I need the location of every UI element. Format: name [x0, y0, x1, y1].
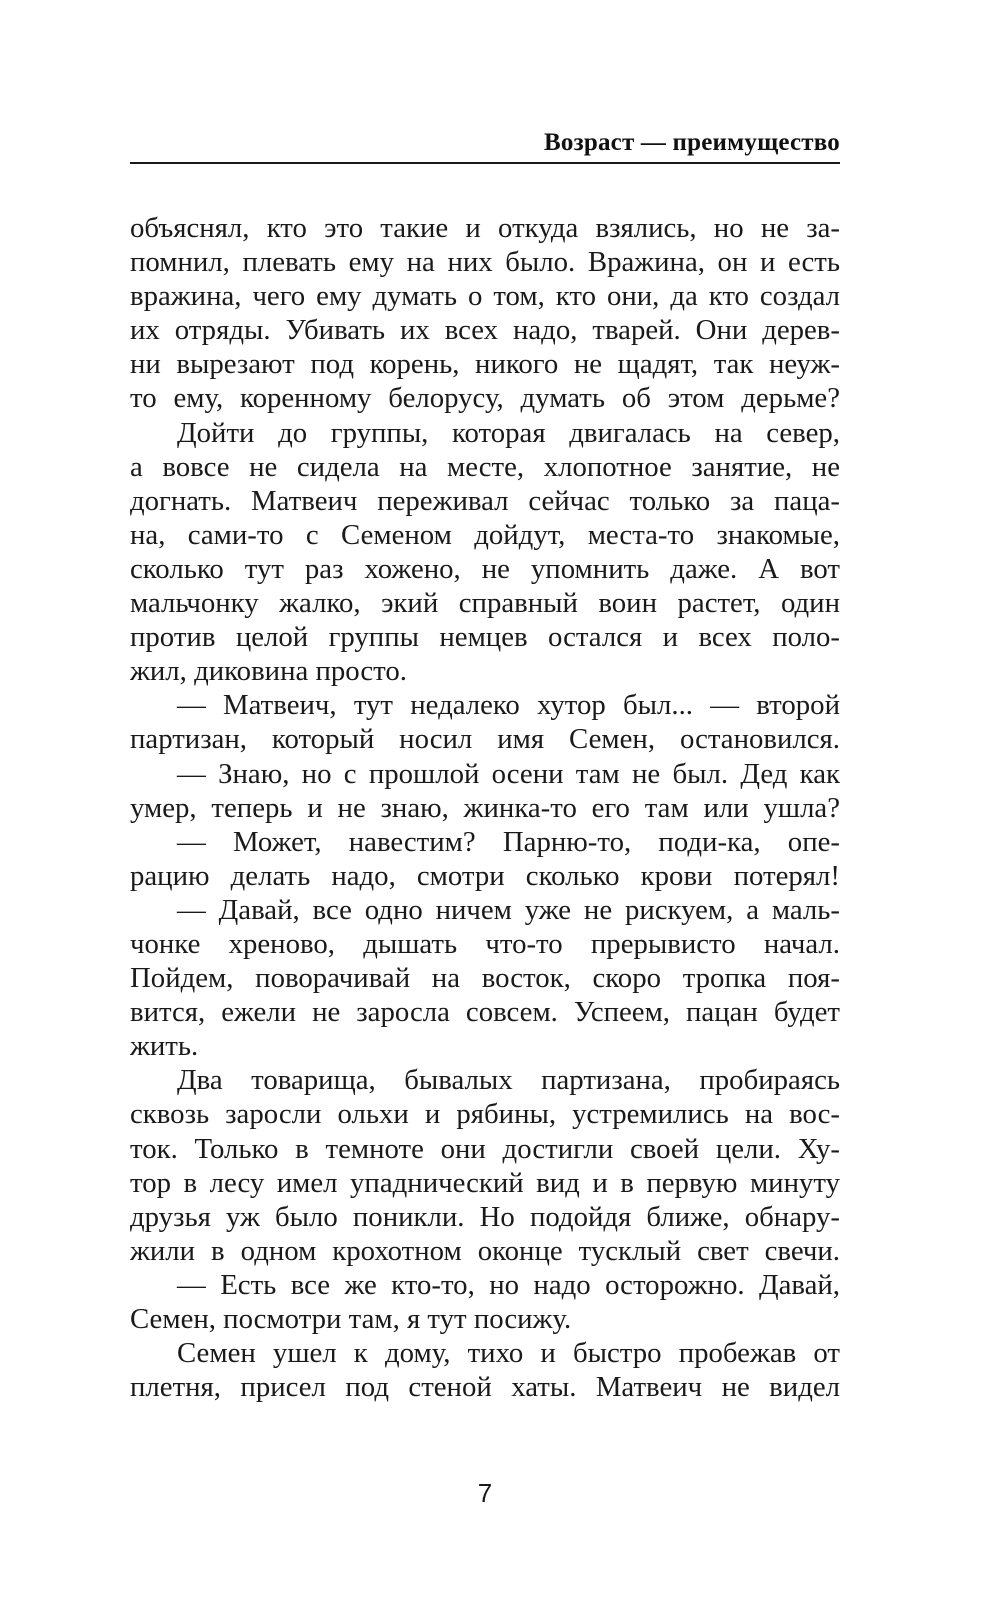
text-line: помнил, плевать ему на них было. Вражина, он и есть — [130, 246, 840, 279]
text-line: — Матвеич, тут недалеко хутор был... — второй — [177, 689, 840, 722]
text-line: Пойдем, поворачивай на восток, скоро тропка поя- — [130, 962, 840, 995]
text-line: догнать. Матвеич переживал сейчас только за паца- — [130, 484, 840, 517]
text-line: жили в одном крохотном оконце тусклый свет свечи. — [130, 1234, 840, 1267]
text-line: Два товарища, бывалых партизана, пробираясь — [177, 1064, 840, 1097]
text-line: рацию делать надо, смотри сколько крови потерял! — [130, 859, 840, 892]
text-line: сколько тут раз хожено, не упомнить даже. А вот — [130, 552, 840, 585]
text-line: Семен ушел к дому, тихо и быстро пробежав от — [177, 1337, 840, 1370]
text-line: их отряды. Убивать их всех надо, тварей. Они дерев- — [130, 314, 840, 347]
text-line: сквозь заросли ольхи и рябины, устремились на вос- — [130, 1098, 840, 1131]
text-line: ток. Только в темноте они достигли своей цели. Ху- — [130, 1132, 840, 1165]
running-head — [130, 128, 840, 164]
text-line: ни вырезают под корень, никого не щадят, так неуж- — [130, 348, 840, 381]
page-number: 7 — [477, 1478, 493, 1508]
text-line: против целой группы немцев остался и всех поло- — [130, 621, 840, 654]
text-line: — Давай, все одно ничем уже не рискуем, а маль- — [177, 893, 840, 926]
text-line: партизан, который носил имя Семен, остановился. — [130, 723, 840, 756]
running-head-title: Возраст — преимущество — [544, 129, 840, 156]
text-line: вится, ежели не заросла совсем. Успеем, пацан будет — [130, 996, 840, 1029]
text-line: тор в лесу имел упаднический вид и в первую минуту — [130, 1166, 840, 1199]
text-line: — Может, навестим? Парню-то, поди-ка, опе- — [177, 825, 840, 858]
text-line: мальчонку жалко, экий справный воин растет, один — [130, 587, 840, 620]
text-line: — Есть все же кто-то, но надо осторожно. Давай, — [177, 1268, 840, 1301]
text-line: жил, диковина просто. — [130, 655, 407, 688]
text-line: плетня, присел под стеной хаты. Матвеич не видел — [130, 1371, 840, 1404]
text-line: на, сами-то с Семеном дойдут, места-то знакомые, — [130, 518, 840, 551]
text-line: друзья уж было поникли. Но подойдя ближе, обнару- — [130, 1200, 840, 1233]
text-line: жить. — [130, 1030, 199, 1063]
text-line: вражина, чего ему думать о том, кто они, да кто создал — [130, 280, 840, 313]
text-line: чонке хреново, дышать что-то прерывисто начал. — [130, 927, 840, 960]
text-line: объяснял, кто это такие и откуда взялись, но не за- — [130, 212, 840, 244]
text-line: Дойти до группы, которая двигалась на север, — [177, 416, 840, 449]
text-line: а вовсе не сидела на месте, хлопотное занятие, не — [130, 450, 840, 483]
text-line: — Знаю, но с прошлой осени там не был. Дед как — [177, 757, 840, 790]
text-line: Семен, посмотри там, я тут посижу. — [130, 1303, 572, 1335]
text-line: умер, теперь и не знаю, жинка-то его там или ушла? — [130, 791, 840, 824]
text-line: то ему, коренному белорусу, думать об этом дерьме? — [130, 382, 840, 415]
body-text — [130, 211, 840, 1404]
